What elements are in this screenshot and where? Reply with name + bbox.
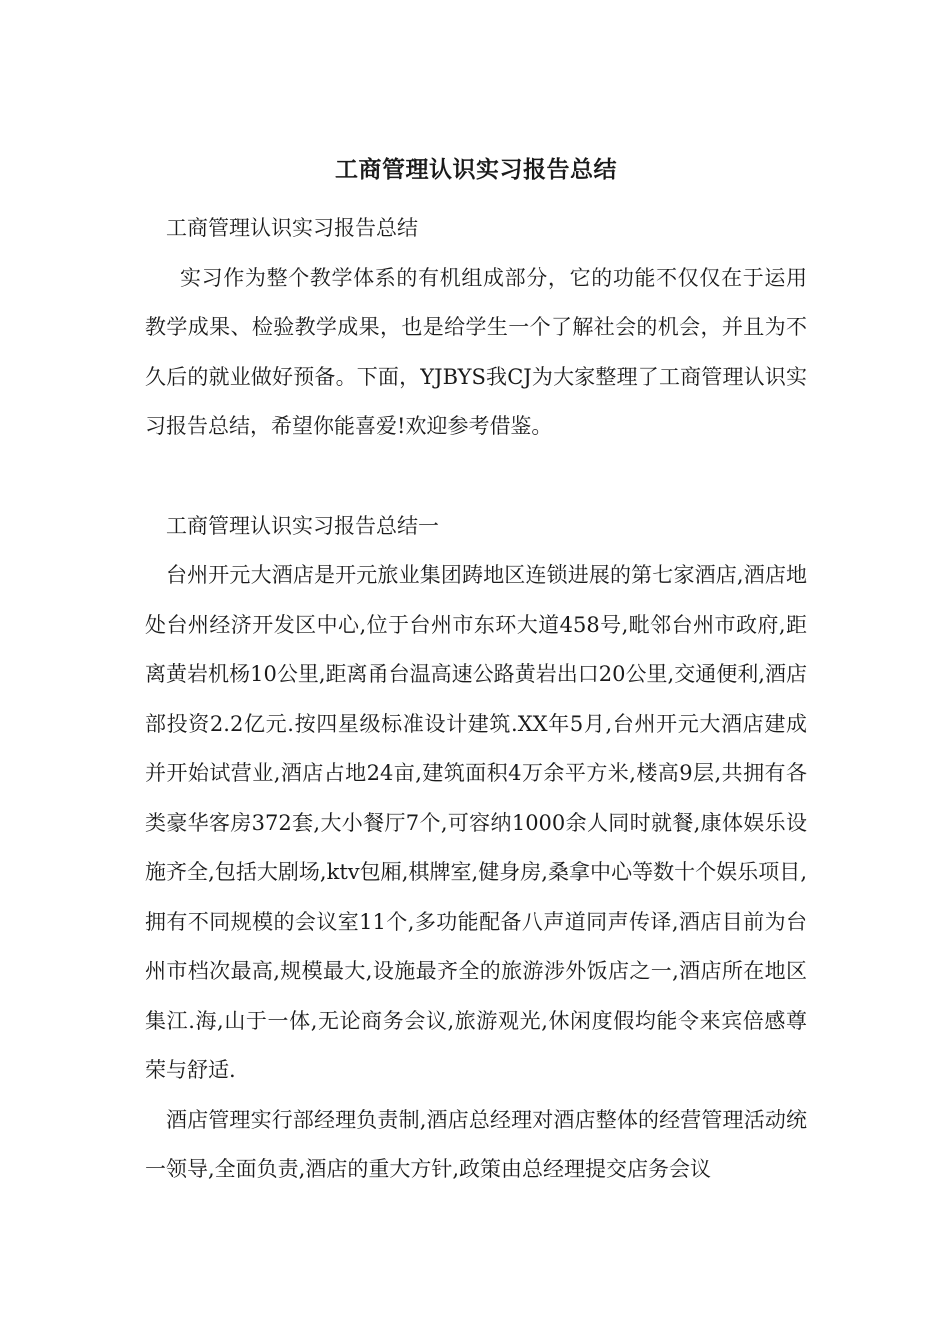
- intro-paragraph: 实习作为整个教学体系的有机组成部分，它的功能不仅仅在于运用教学成果、检验教学成果，也是给学生一个了解社会的机会，并且为不久后的就业做好预备。下面，YJBYS我CJ为大家整理了工商管理认识实习报告总结，希望你能喜爱!欢迎参考借鉴。: [145, 265, 807, 438]
- document-title: 工商管理认识实习报告总结: [335, 156, 617, 183]
- paragraph-spacer: [145, 452, 807, 502]
- document-subtitle: 工商管理认识实习报告总结: [166, 216, 418, 240]
- body-paragraph-1: 台州开元大酒店是开元旅业集团踌地区连锁进展的第七家酒店,酒店地处台州经济开发区中心,位于台州市东环大道458号,毗邻台州市政府,距离黄岩机杨10公里,距离甬台温高速公路黄岩出口20公里,交通便利,酒店部投资2.2亿元.按四星级标准设计建筑.XX年5月,台州开元大酒店建成并开始试营业,酒店占地24亩,建筑面积4万余平方米,楼高9层,共拥有各类豪华客房372套,大小餐厅7个,可容纳1000余人同时就餐,康体娱乐设施齐全,包括大剧场,ktv包厢,棋牌室,健身房,桑拿中心等数十个娱乐项目,拥有不同规模的会议室11个,多功能配备八声道同声传译,酒店目前为台州市档次最高,规模最大,设施最齐全的旅游涉外饭店之一,酒店所在地区集江.海,山于一体,无论商务会议,旅游观光,休闲度假均能令来宾倍感尊荣与舒适.: [145, 563, 807, 1082]
- body-paragraph-2: 酒店管理实行部经理负责制,酒店总经理对酒店整体的经营管理活动统一领导,全面负责,酒店的重大方针,政策由总经理提交店务会议: [145, 1107, 807, 1181]
- document-page: [145, 150, 807, 1195]
- section-heading: 工商管理认识实习报告总结一: [166, 513, 439, 538]
